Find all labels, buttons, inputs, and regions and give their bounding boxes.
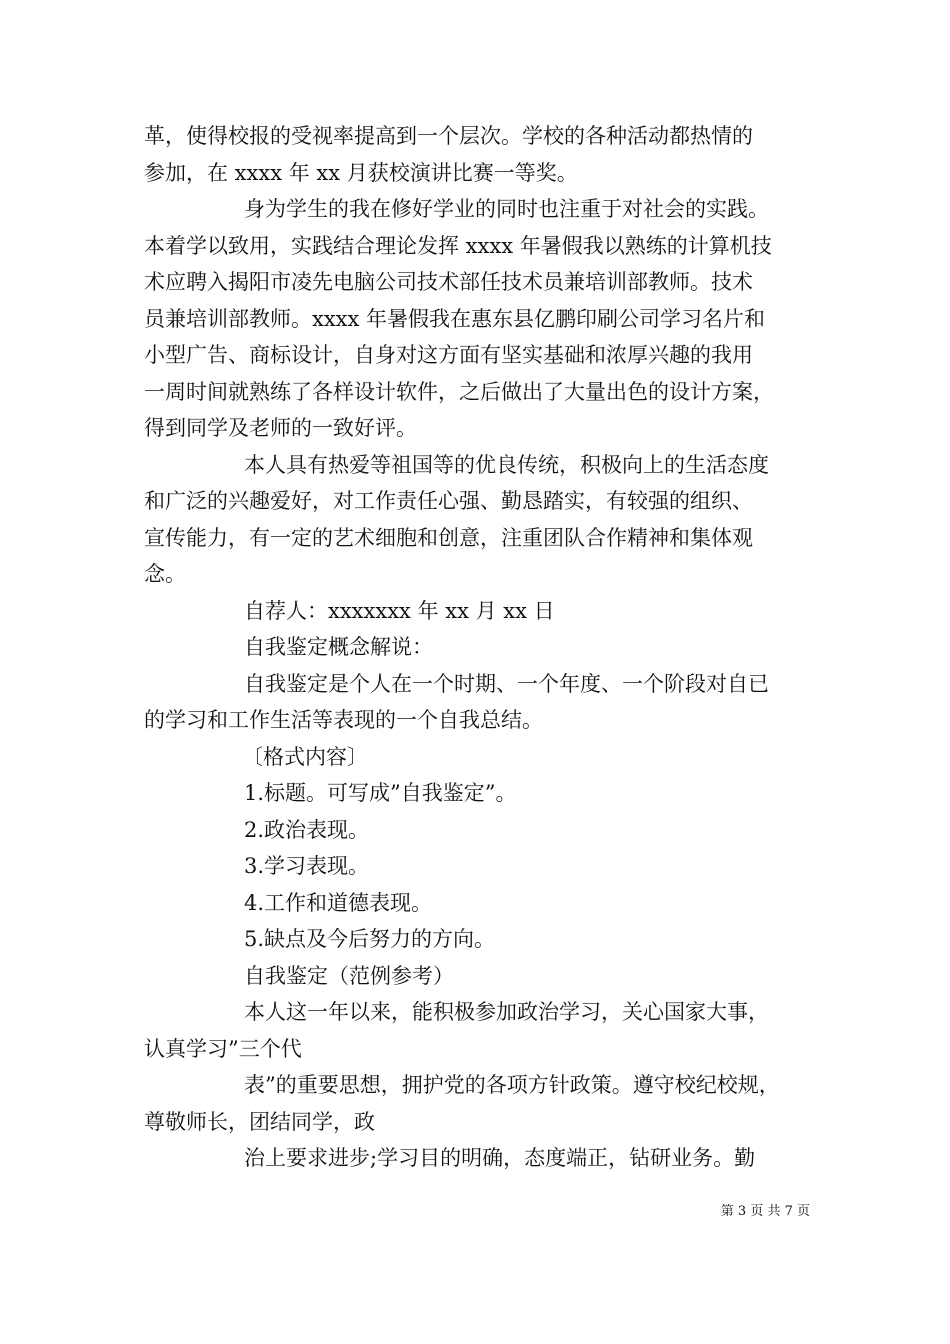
text-line: 自我鉴定（范例参考） [244,963,454,988]
text-line: 自我鉴定概念解说： [244,635,433,659]
text-line: 1.标题。可写成”自我鉴定”。 [244,781,517,805]
text-line: 治上要求进步;学习目的明确，态度端正，钻研业务。勤 [244,1146,756,1170]
text-line: 的学习和工作生活等表现的一个自我总结。 [144,708,543,732]
text-line: 本人这一年以来，能积极参加政治学习，关心国家大事， [244,1000,769,1024]
text-line: 3.学习表现。 [244,854,370,878]
text-line: 得到同学及老师的一致好评。 [144,416,417,440]
text-line: 2.政治表现。 [244,817,370,842]
text-line: 自荐人：xxxxxxx 年 xx 月 xx 日 [244,598,555,623]
text-line: 本人具有热爱等祖国等的优良传统，积极向上的生活态度 [244,452,769,477]
text-line: 革，使得校报的受视率提高到一个层次。学校的各种活动都热情的 [144,124,753,148]
text-line: 和广泛的兴趣爱好，对工作责任心强、勤恳踏实，有较强的组织、 [144,489,753,513]
text-line: 小型广告、商标设计，自身对这方面有坚实基础和浓厚兴趣的我用 [144,343,753,367]
page-number: 第 3 页 共 7 页 [720,1204,810,1219]
text-line: 4.工作和道德表现。 [244,890,433,915]
document-body [144,118,814,1177]
text-line: 宣传能力，有一定的艺术细胞和创意，注重团队合作精神和集体观 [144,525,753,550]
text-line: 表”的重要思想，拥护党的各项方针政策。遵守校纪校规， [244,1073,780,1097]
text-line: 尊敬师长，团结同学，政 [144,1109,375,1134]
text-line: 员兼培训部教师。xxxx 年暑假我在惠东县亿鹏印刷公司学习名片和 [144,306,766,331]
text-line: 本着学以致用，实践结合理论发挥 xxxx 年暑假我以熟练的计算机技 [144,233,772,258]
text-line: 认真学习”三个代 [144,1036,302,1061]
text-line: 〔格式内容〕 [242,744,368,769]
text-line: 参加，在 xxxx 年 xx 月获校演讲比赛一等奖。 [144,160,578,185]
text-line: 自我鉴定是个人在一个时期、一个年度、一个阶段对自已 [244,671,769,696]
text-line: 念。 [144,562,186,586]
text-line: 术应聘入揭阳市凌先电脑公司技术部任技术员兼培训部教师。技术 [144,270,753,294]
text-line: 身为学生的我在修好学业的同时也注重于对社会的实践。 [244,197,769,221]
text-line: 一周时间就熟练了各样设计软件，之后做出了大量出色的设计方案， [144,379,774,404]
text-line: 5.缺点及今后努力的方向。 [244,927,496,951]
